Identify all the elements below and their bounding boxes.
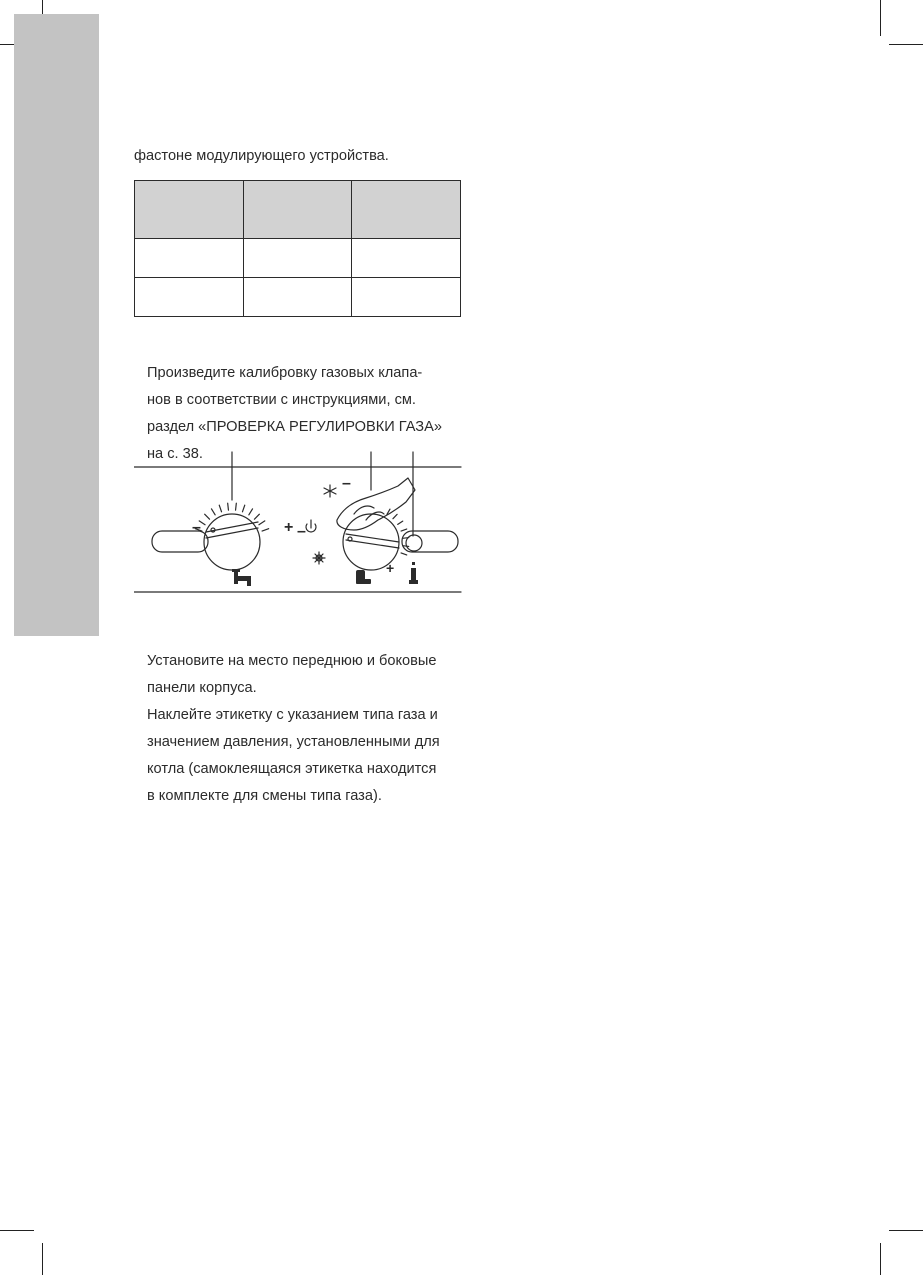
final-line: Наклейте этикетку с указанием типа газа и bbox=[147, 707, 438, 723]
table-cell bbox=[243, 278, 352, 317]
table-cell bbox=[243, 181, 352, 239]
final-line: в комплекте для смены типа газа). bbox=[147, 788, 382, 804]
dial-tick bbox=[401, 529, 407, 531]
table-cell bbox=[135, 278, 244, 317]
hand-finger bbox=[354, 506, 374, 514]
dial-tick bbox=[259, 521, 265, 525]
table-header-row bbox=[135, 181, 461, 239]
calibration-line: Произведите калибровку газовых клапа- bbox=[147, 365, 423, 381]
sun-icon bbox=[313, 552, 325, 564]
crop-mark bbox=[889, 44, 923, 45]
dial-tick bbox=[242, 505, 244, 512]
section-side-tab bbox=[14, 14, 99, 636]
table-cell bbox=[243, 239, 352, 278]
hot-water-tap-icon bbox=[232, 569, 251, 586]
crop-mark bbox=[42, 1243, 43, 1275]
table-cell bbox=[352, 239, 461, 278]
dial-tick bbox=[236, 503, 237, 510]
minus-symbol: – bbox=[297, 523, 306, 540]
minus-symbol: – bbox=[192, 519, 201, 536]
final-line: Установите на место переднюю и боковые bbox=[147, 653, 437, 669]
mode-knob-right bbox=[343, 509, 409, 570]
table-cell bbox=[352, 278, 461, 317]
calibration-line: нов в соответствии с инструкциями, см. bbox=[147, 392, 416, 408]
dial-tick bbox=[403, 546, 409, 547]
final-line: значением давления, установленными для bbox=[147, 734, 440, 750]
snowflake-icon bbox=[324, 485, 336, 497]
dial-tick bbox=[262, 529, 269, 531]
dial-tick bbox=[219, 505, 221, 512]
reset-button bbox=[402, 531, 458, 552]
table-cell bbox=[135, 181, 244, 239]
crop-mark bbox=[889, 1230, 923, 1231]
radiator-icon bbox=[356, 570, 371, 584]
calibration-line: на с. 38. bbox=[147, 446, 203, 462]
dial-tick bbox=[401, 553, 407, 555]
dial-tick bbox=[254, 514, 259, 519]
calibration-line: раздел «ПРОВЕРКА РЕГУЛИРОВКИ ГАЗА» bbox=[147, 419, 442, 435]
dial-tick bbox=[211, 509, 215, 515]
final-line: котла (самоклеящаяся этикетка находится bbox=[147, 761, 437, 777]
gas-pressure-table bbox=[134, 180, 461, 317]
reset-info-icon bbox=[409, 562, 418, 584]
crop-mark bbox=[0, 1230, 34, 1231]
dial-tick bbox=[393, 514, 397, 518]
minus-symbol: – bbox=[342, 475, 351, 492]
table-cell bbox=[352, 181, 461, 239]
crop-mark bbox=[880, 0, 881, 36]
dial-tick bbox=[205, 514, 210, 519]
dial-tick bbox=[228, 503, 229, 510]
lead-line: фастоне модулирующего устройства. bbox=[134, 148, 389, 164]
control-panel-illustration bbox=[134, 450, 466, 595]
table-row bbox=[135, 278, 461, 317]
table-cell bbox=[135, 239, 244, 278]
plus-symbol: + bbox=[386, 560, 395, 576]
power-icon bbox=[306, 520, 316, 532]
dial-tick bbox=[398, 521, 403, 524]
table-row bbox=[135, 239, 461, 278]
plus-symbol: + bbox=[284, 519, 294, 536]
final-line: панели корпуса. bbox=[147, 680, 257, 696]
final-instructions bbox=[147, 648, 463, 810]
crop-mark bbox=[880, 1243, 881, 1275]
temperature-knob-left bbox=[195, 503, 268, 570]
dial-tick bbox=[249, 509, 253, 515]
